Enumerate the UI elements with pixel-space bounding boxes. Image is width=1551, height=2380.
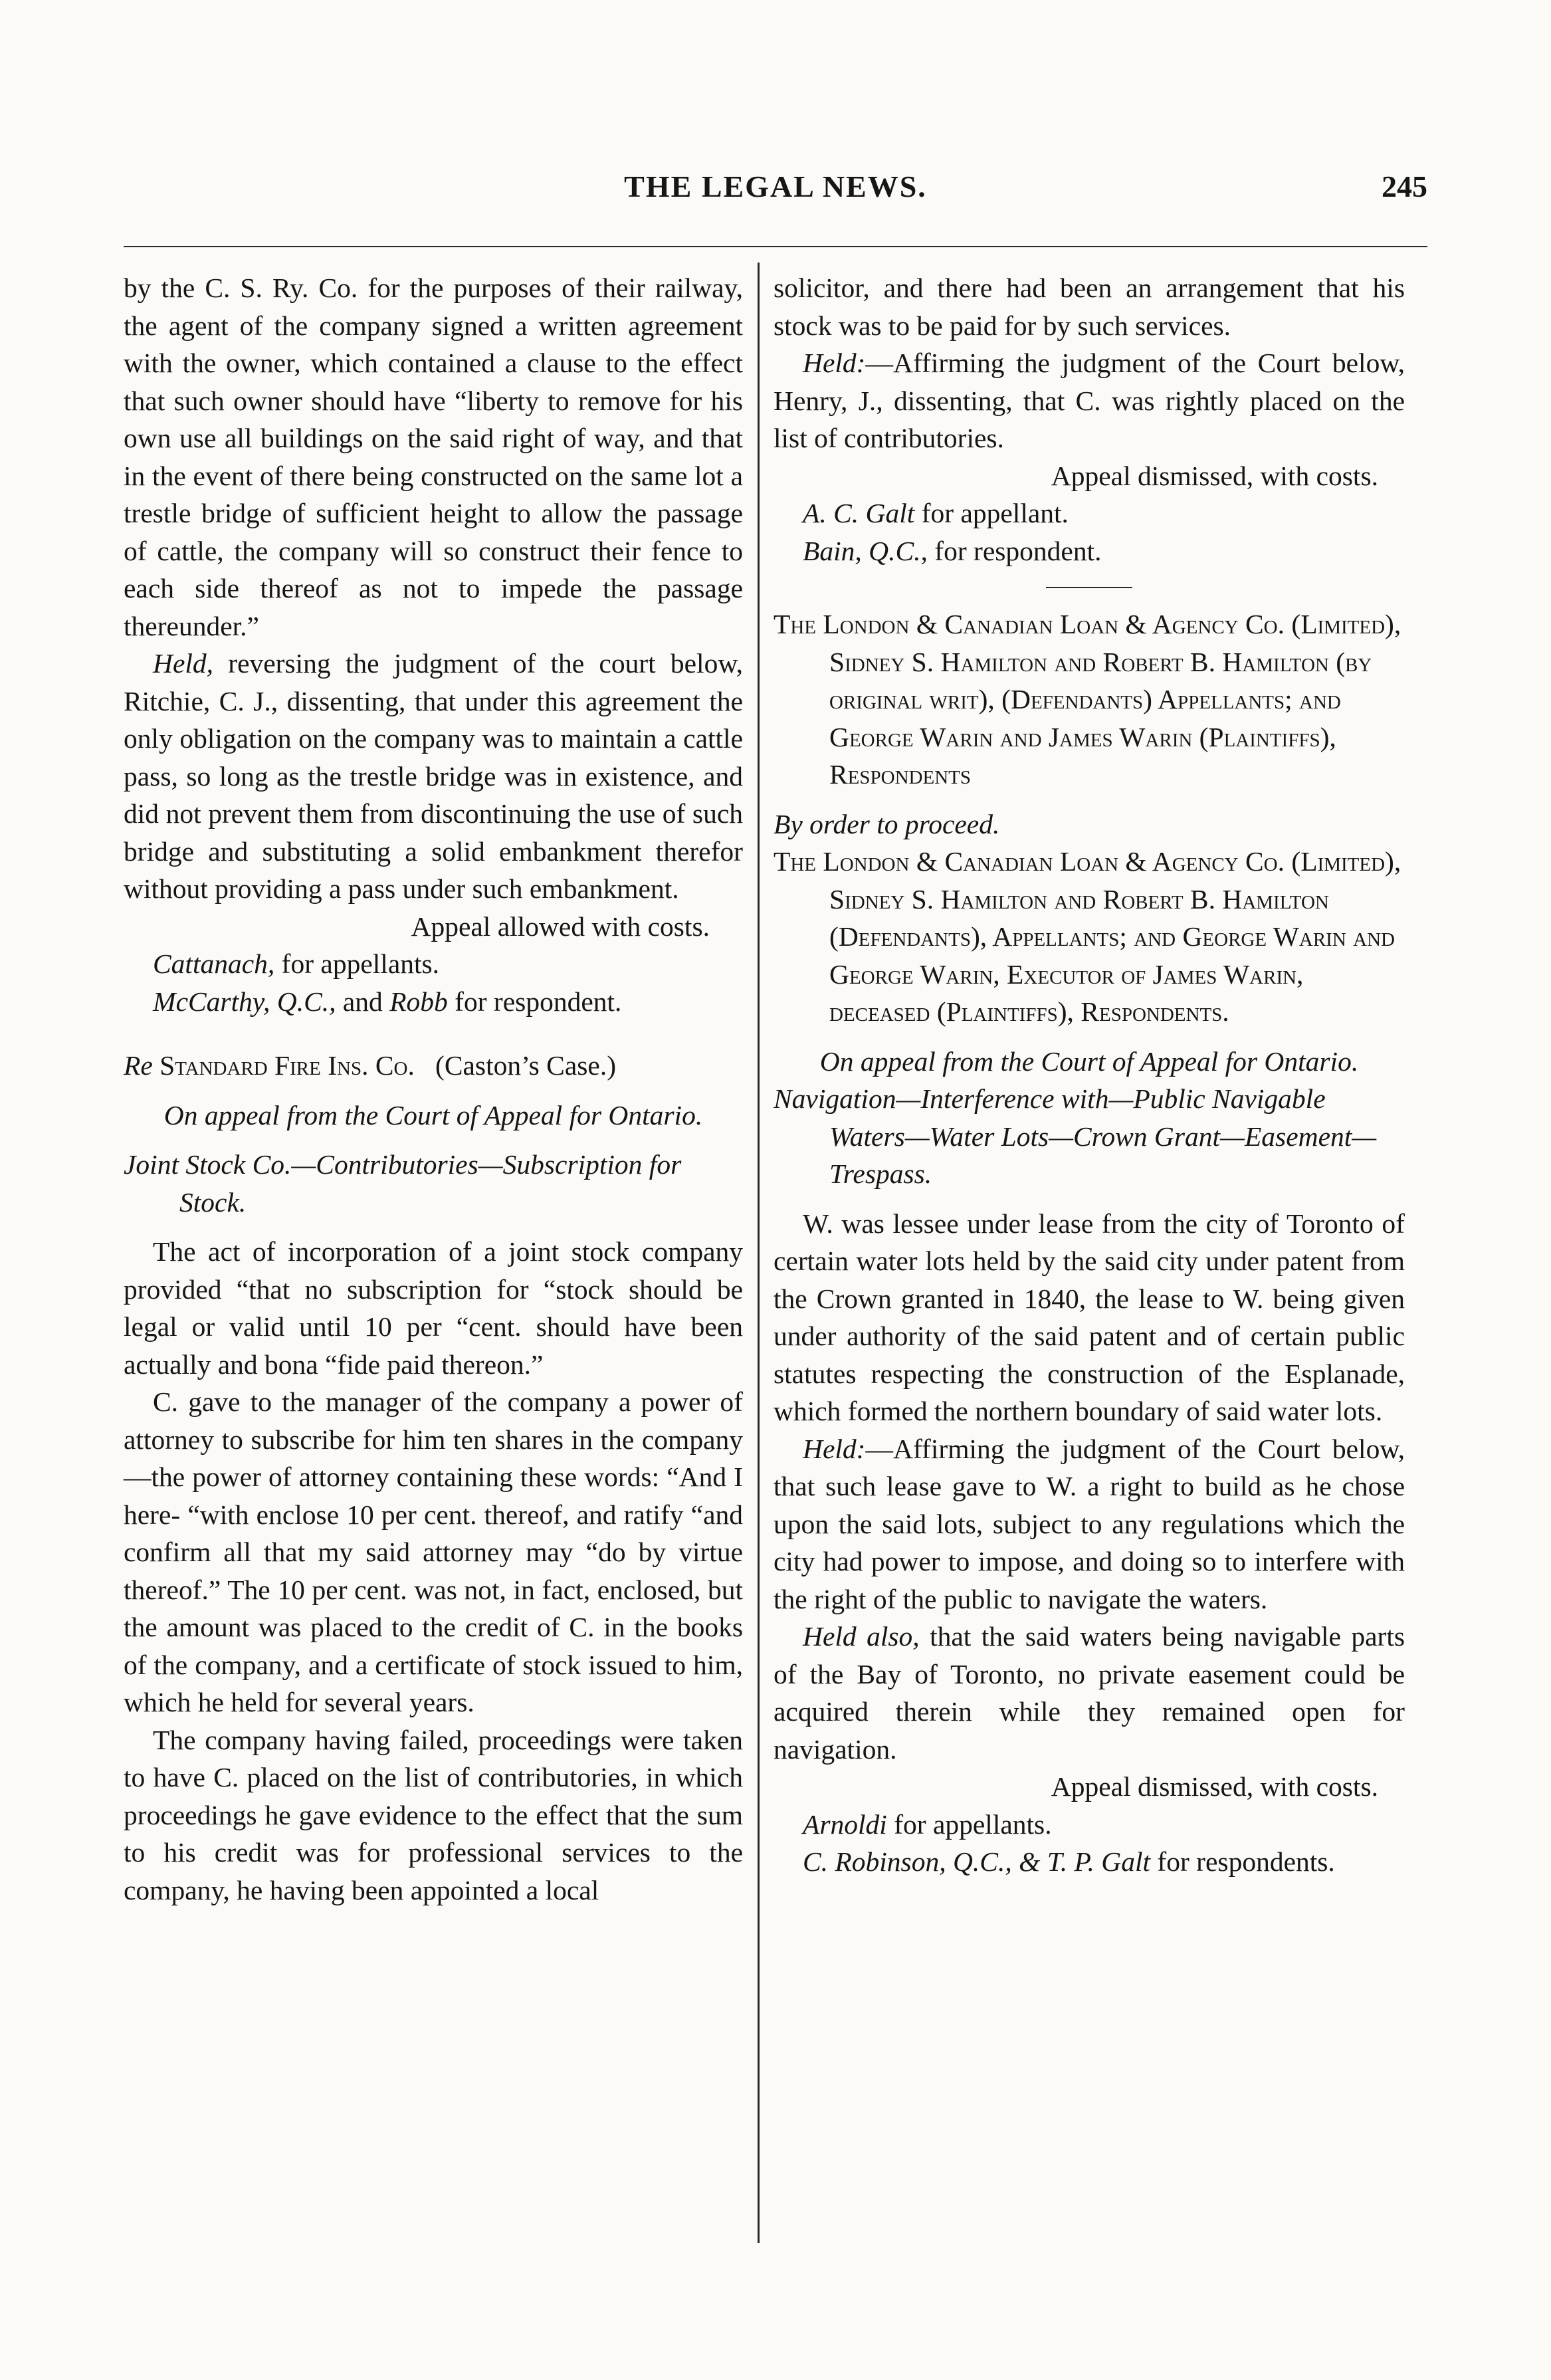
counsel-role: for appellants.	[274, 948, 440, 979]
page-number: 245	[1382, 169, 1427, 203]
counsel-name: Bain, Q.C.,	[803, 535, 928, 566]
spacer	[124, 1020, 743, 1047]
publication-title: THE LEGAL NEWS.	[624, 169, 927, 203]
spacer	[774, 794, 1405, 806]
header-rule	[124, 246, 1427, 247]
spacer	[774, 1031, 1405, 1043]
case2-counsel-appellant	[774, 494, 1405, 532]
counsel-name: Arnoldi	[803, 1808, 887, 1840]
case3-headnote: Navigation—Interference with—Public Navigable Waters—Water Lots—Crown Grant—Easement—Trespass.	[774, 1083, 1377, 1189]
held-label: Held,	[153, 648, 214, 679]
counsel-name: McCarthy, Q.C.,	[153, 986, 336, 1017]
counsel-name: A. C. Galt	[803, 498, 915, 528]
counsel-role: for respondent.	[927, 535, 1102, 566]
case3-held	[774, 1430, 1405, 1618]
counsel-name: C. Robinson, Q.C., & T. P. Galt	[803, 1846, 1151, 1877]
held-label: Held also,	[803, 1621, 920, 1652]
left-column	[124, 269, 743, 1909]
case3-counsel-respondents	[774, 1843, 1405, 1881]
held-label: Held:	[803, 348, 866, 378]
held-text: —Affirming the judgment of the Court below, that such lease gave to W. a right to build as he chose upon the said lots, subject to any regulations which the city had power to impose, and doing so to interfere with the right of the public to navigate the waters.	[774, 1433, 1405, 1614]
case2-parties: Standard Fire Ins. Co.	[152, 1050, 415, 1081]
case-separator	[1046, 587, 1132, 588]
spacer	[124, 1085, 743, 1097]
held-label: Held:	[803, 1433, 866, 1464]
case3-held-also	[774, 1618, 1405, 1768]
held-text: reversing the judgment of the court below, Ritchie, C. J., dissenting, that under this agreement the only obligation on the company was to maintain a cattle pass, so long as the trestle bridge was in existence, and did not prevent them from discontinuing the use of such bridge and substituting a solid embankment therefor without providing a pass under such embankment.	[124, 648, 743, 904]
case3-paragraph: W. was lessee under lease from the city of Toronto of certain water lots held by the said city under patent from the Crown granted in 1840, the lease to W. being given under authority of the said patent and of certain public statutes respecting the construction of the Esplanade, which formed the northern boundary of said water lots.	[774, 1208, 1405, 1426]
spacer	[124, 1134, 743, 1146]
case3-order: By order to proceed.	[774, 808, 1000, 839]
case2-headnote: Joint Stock Co.—Contributories—Subscription for Stock.	[124, 1149, 682, 1218]
counsel-role: for respondent.	[447, 986, 622, 1017]
counsel-role: for respondents.	[1150, 1846, 1335, 1877]
case1-facts: by the C. S. Ry. Co. for the purposes of their railway, the agent of the company signed a written agreement with the owner, which contained a clause to the effect that such owner should have “liberty to remove for his own use all buildings on the said right of way, and that in the event of there being constructed on the same lot a trestle bridge of sufficient height to allow the passage of cattle, the company will so construct their fence to each side thereof as not to impede the passage thereunder.”	[124, 272, 743, 641]
counsel-conjunction: and	[336, 986, 390, 1017]
case2-counsel-respondent	[774, 532, 1405, 570]
counsel-name: Cattanach,	[153, 948, 275, 979]
case3-counsel-appellants	[774, 1806, 1405, 1844]
case2-paragraph: The act of incorporation of a joint stock company provided “that no subscription for “stock should be legal or valid until 10 per “cent. should have been actually and bona “fide paid thereon.”	[124, 1236, 743, 1380]
case2-continuation: solicitor, and there had been an arrangement that his stock was to be paid for by such services.	[774, 272, 1405, 341]
column-rule	[758, 263, 760, 2243]
case3-title-amended: The London & Canadian Loan & Agency Co. (Limited), Sidney S. Hamilton and Robert B. Hamilton (Defendants), Appellants; and George Warin and George Warin, Executor of James Warin, deceased (Plaintiffs), Respondents.	[774, 846, 1401, 1027]
spacer	[774, 1193, 1405, 1205]
case2-case-name: (Caston’s Case.)	[435, 1050, 617, 1081]
case1-counsel-appellants	[124, 945, 743, 983]
counsel-role: for appellants.	[886, 1808, 1052, 1840]
case2-paragraph: C. gave to the manager of the company a power of attorney to subscribe for him ten shares in the company—the power of attorney containing these words: “And I here- “with enclose 10 per cent. thereof, and ratify “and confirm all that my said attorney may “do by virtue thereof.” The 10 per cent. was not, in fact, enclosed, but the amount was placed to the credit of C. in the books of the company, and a certificate of stock issued to him, which he held for several years.	[124, 1386, 743, 1717]
case2-paragraph: The company having failed, proceedings were taken to have C. placed on the list of contributories, in which proceedings he gave evidence to the effect that the sum to his credit was for professional services to the company, he having been appointed a local	[124, 1724, 743, 1905]
running-head	[124, 169, 1427, 215]
spacer	[124, 1221, 743, 1233]
case3-title: The London & Canadian Loan & Agency Co. (Limited), Sidney S. Hamilton and Robert B. Hamilton (by original writ), (Defendants) Appellants; and George Warin and James Warin (Plaintiffs), Respondents	[774, 609, 1401, 790]
case1-counsel-respondent	[124, 983, 743, 1021]
right-column	[774, 269, 1405, 1881]
case2-disposition: Appeal dismissed, with costs.	[1051, 460, 1378, 491]
case2-origin: On appeal from the Court of Appeal for Ontario.	[163, 1099, 703, 1131]
case2-title	[124, 1047, 743, 1085]
case2-held	[774, 344, 1405, 457]
held-text: that the said waters being navigable parts of the Bay of Toronto, no private easement could be acquired therein while they remained open for navigation.	[774, 1621, 1405, 1765]
counsel-role: for appellant.	[914, 498, 1069, 528]
counsel-name: Robb	[389, 986, 448, 1017]
case3-disposition: Appeal dismissed, with costs.	[1051, 1771, 1378, 1802]
held-text: —Affirming the judgment of the Court below, Henry, J., dissenting, that C. was rightly placed on the list of contributories.	[774, 348, 1405, 453]
case1-held	[124, 645, 743, 908]
case3-origin: On appeal from the Court of Appeal for Ontario.	[819, 1045, 1359, 1077]
case1-disposition: Appeal allowed with costs.	[411, 911, 710, 942]
re-label: Re	[124, 1050, 153, 1081]
